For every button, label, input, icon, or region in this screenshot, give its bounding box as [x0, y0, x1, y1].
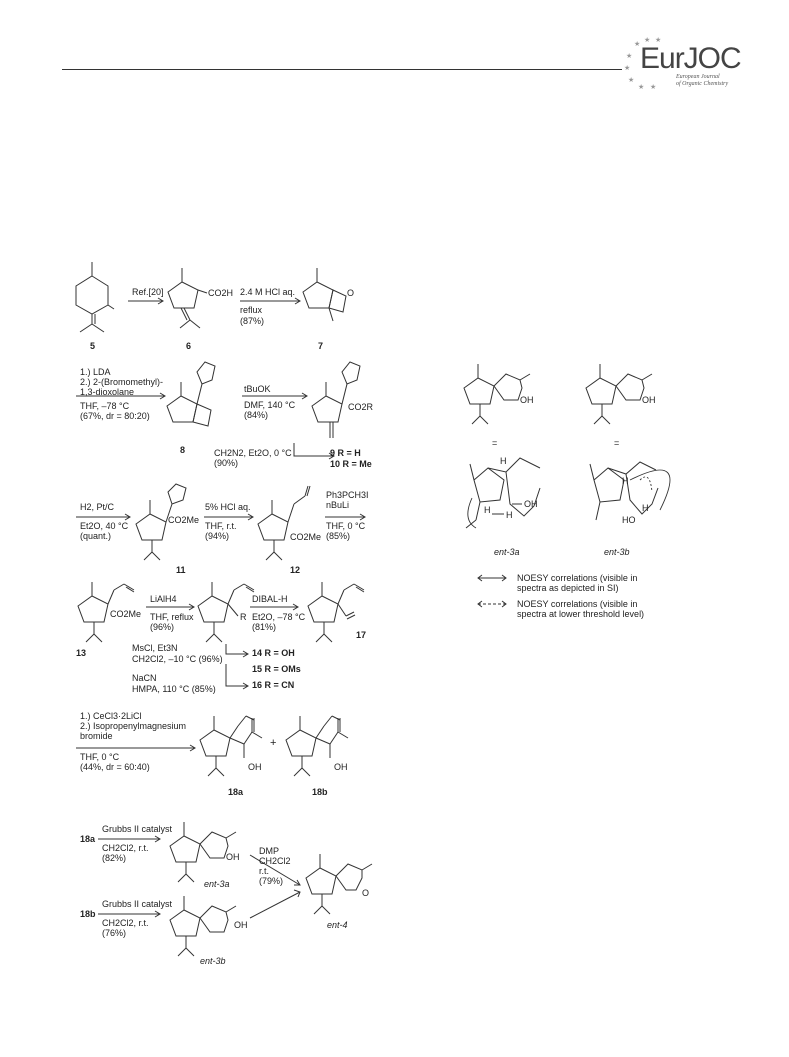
hydrogenation: H2, Pt/C — [80, 502, 115, 512]
yield-90: (90%) — [214, 458, 239, 468]
equals-a: = — [492, 438, 498, 448]
yield-67: (67%, dr = 80:20) — [80, 411, 150, 421]
compound-9-label: 9 R = H — [330, 448, 361, 458]
oh-18b: OH — [334, 762, 348, 772]
compound-8-ring — [167, 396, 197, 422]
oh-3b: OH — [234, 920, 248, 930]
grignard: 2.) Isopropenylmagnesium — [80, 721, 187, 731]
h-b1: H — [622, 476, 629, 486]
thf-0-b: THF, 0 °C — [80, 752, 120, 762]
oh-fig-a: OH — [520, 395, 534, 405]
ent-3a-label: ent-3a — [204, 879, 230, 889]
ho-b-3d: HO — [622, 515, 636, 525]
fig-label-b: ent-3b — [604, 547, 630, 557]
ref-label: Ref.[20] — [132, 287, 164, 297]
legend-solid-1: NOESY correlations (visible in — [517, 573, 638, 583]
compound-11-ring — [136, 514, 166, 540]
dioxolane: 1,3-dioxolane — [80, 387, 135, 397]
start-18b: 18b — [80, 909, 96, 919]
yield-85: (85%) — [326, 531, 351, 541]
compound-12-ring — [258, 514, 288, 540]
svg-text:★: ★ — [634, 40, 641, 48]
compound-10-label: 10 R = Me — [330, 459, 372, 469]
compound-18b-label: 18b — [312, 787, 328, 797]
alkylation-step: 2.) 2-(Bromomethyl)- — [80, 377, 164, 387]
ent-3b-ring — [170, 910, 200, 936]
compound-18a-label: 18a — [228, 787, 244, 797]
grubbs-a: Grubbs II catalyst — [102, 824, 173, 834]
r-group: R — [240, 612, 247, 622]
yield-87: (87%) — [240, 316, 265, 326]
nacn: NaCN — [132, 673, 157, 683]
fig-label-a: ent-3a — [494, 547, 520, 557]
yield-79: (79%) — [259, 876, 284, 886]
oh-fig-b: OH — [642, 395, 656, 405]
lialh4: LiAlH4 — [150, 594, 177, 604]
compound-17-ring — [308, 596, 338, 622]
compound-6-ring — [168, 282, 198, 308]
svg-text:★: ★ — [644, 36, 651, 44]
yield-94: (94%) — [205, 531, 230, 541]
diazomethane: CH2N2, Et2O, 0 °C — [214, 448, 292, 458]
start-18a: 18a — [80, 834, 96, 844]
compound-12-label: 12 — [290, 565, 301, 575]
oh-18a: OH — [248, 762, 262, 772]
cecl3: 1.) CeCl3·2LiCl — [80, 711, 142, 721]
compound-14-ring — [198, 596, 228, 622]
co2me-12: CO2Me — [290, 532, 322, 542]
yield-81: (81%) — [252, 622, 277, 632]
mscl: MsCl, Et3N — [132, 643, 178, 653]
svg-text:★: ★ — [655, 36, 662, 44]
hcl-reagent: 2.4 M HCl aq. — [240, 287, 296, 297]
ketone-o: O — [362, 888, 370, 898]
svg-text:★: ★ — [626, 52, 633, 60]
tbuok: tBuOK — [244, 384, 271, 394]
plus-sign: + — [270, 737, 277, 749]
compound-18a-ring — [200, 730, 230, 756]
yield-96: (96%) — [150, 622, 175, 632]
nbuli: nBuLi — [326, 500, 350, 510]
yield-84: (84%) — [244, 410, 269, 420]
legend-dashed-2: spectra at lower threshold level) — [517, 609, 645, 619]
dibal: DIBAL-H — [252, 594, 288, 604]
compound-5-label: 5 — [90, 341, 96, 351]
dmp-rt: r.t. — [259, 866, 270, 876]
h-a2: H — [484, 505, 491, 515]
svg-text:★: ★ — [624, 64, 631, 72]
hcl-5: 5% HCl aq. — [205, 502, 251, 512]
compound-18b-ring — [286, 730, 316, 756]
h-a3: H — [506, 510, 513, 520]
dmp: DMP — [259, 846, 279, 856]
co2me-11: CO2Me — [168, 515, 200, 525]
yield-76: (76%) — [102, 928, 127, 938]
compound-13-ring — [78, 596, 108, 622]
ch2cl2-rt-a: CH2Cl2, r.t. — [102, 843, 149, 853]
compound-9-ring — [312, 396, 342, 422]
journal-subtitle-1: European Journal — [676, 74, 720, 80]
ent-4-label: ent-4 — [327, 920, 348, 930]
grubbs-b: Grubbs II catalyst — [102, 899, 173, 909]
h-a1: H — [500, 456, 507, 466]
compound-8-label: 8 — [180, 445, 186, 455]
journal-subtitle-2: of Organic Chemistry — [676, 81, 729, 87]
yield-82: (82%) — [102, 853, 127, 863]
compound-15-label: 15 R = OMs — [252, 664, 301, 674]
wittig-salt: Ph3PCH3I — [326, 490, 369, 500]
reflux-cond: reflux — [240, 305, 263, 315]
thf-78: THF, –78 °C — [80, 401, 130, 411]
svg-text:★: ★ — [628, 76, 635, 84]
compound-7-ring — [303, 282, 333, 308]
bromide: bromide — [80, 731, 113, 741]
legend-dashed-1: NOESY correlations (visible in — [517, 599, 638, 609]
compound-17-label: 17 — [356, 630, 367, 640]
yield-quant: (quant.) — [80, 531, 112, 541]
hmpa: HMPA, 110 °C (85%) — [132, 684, 216, 694]
conformer-figure — [464, 364, 670, 607]
h-b2: H — [642, 503, 649, 513]
compound-13-label: 13 — [76, 648, 87, 658]
ent-3a-ring — [170, 836, 200, 862]
co2me-13: CO2Me — [110, 609, 142, 619]
et2o-40: Et2O, 40 °C — [80, 521, 129, 531]
compound-7-label: 7 — [318, 341, 324, 351]
thf-reflux: THF, reflux — [150, 612, 194, 622]
lda-step: 1.) LDA — [80, 367, 111, 377]
lactone-o: O — [347, 288, 355, 298]
oh-a-3d: OH — [524, 499, 538, 509]
co2r-group: CO2R — [348, 402, 374, 412]
ch2cl2-10: CH2Cl2, –10 °C (96%) — [132, 654, 223, 664]
oh-3a: OH — [226, 852, 240, 862]
ent-4-ring — [306, 868, 336, 894]
ch2cl2-rt-b: CH2Cl2, r.t. — [102, 918, 149, 928]
et2o-78: Et2O, –78 °C — [252, 612, 306, 622]
co2h-group: CO2H — [208, 288, 234, 298]
dmf-140: DMF, 140 °C — [244, 400, 296, 410]
compound-14-label: 14 R = OH — [252, 648, 295, 658]
compound-6-label: 6 — [186, 341, 192, 351]
compound-16-label: 16 R = CN — [252, 680, 295, 690]
svg-text:★: ★ — [650, 83, 657, 91]
dmp-solv: CH2Cl2 — [259, 856, 291, 866]
ent-3b-label: ent-3b — [200, 956, 226, 966]
svg-text:★: ★ — [638, 83, 645, 91]
thf-rt: THF, r.t. — [205, 521, 237, 531]
journal-logo-text: EurJOC — [640, 42, 741, 75]
compound-5-ring — [76, 276, 108, 314]
yield-44: (44%, dr = 60:40) — [80, 762, 150, 772]
compound-11-label: 11 — [176, 565, 186, 575]
legend-solid-2: spectra as depicted in SI) — [517, 583, 619, 593]
equals-b: = — [614, 438, 620, 448]
thf-0: THF, 0 °C — [326, 521, 366, 531]
